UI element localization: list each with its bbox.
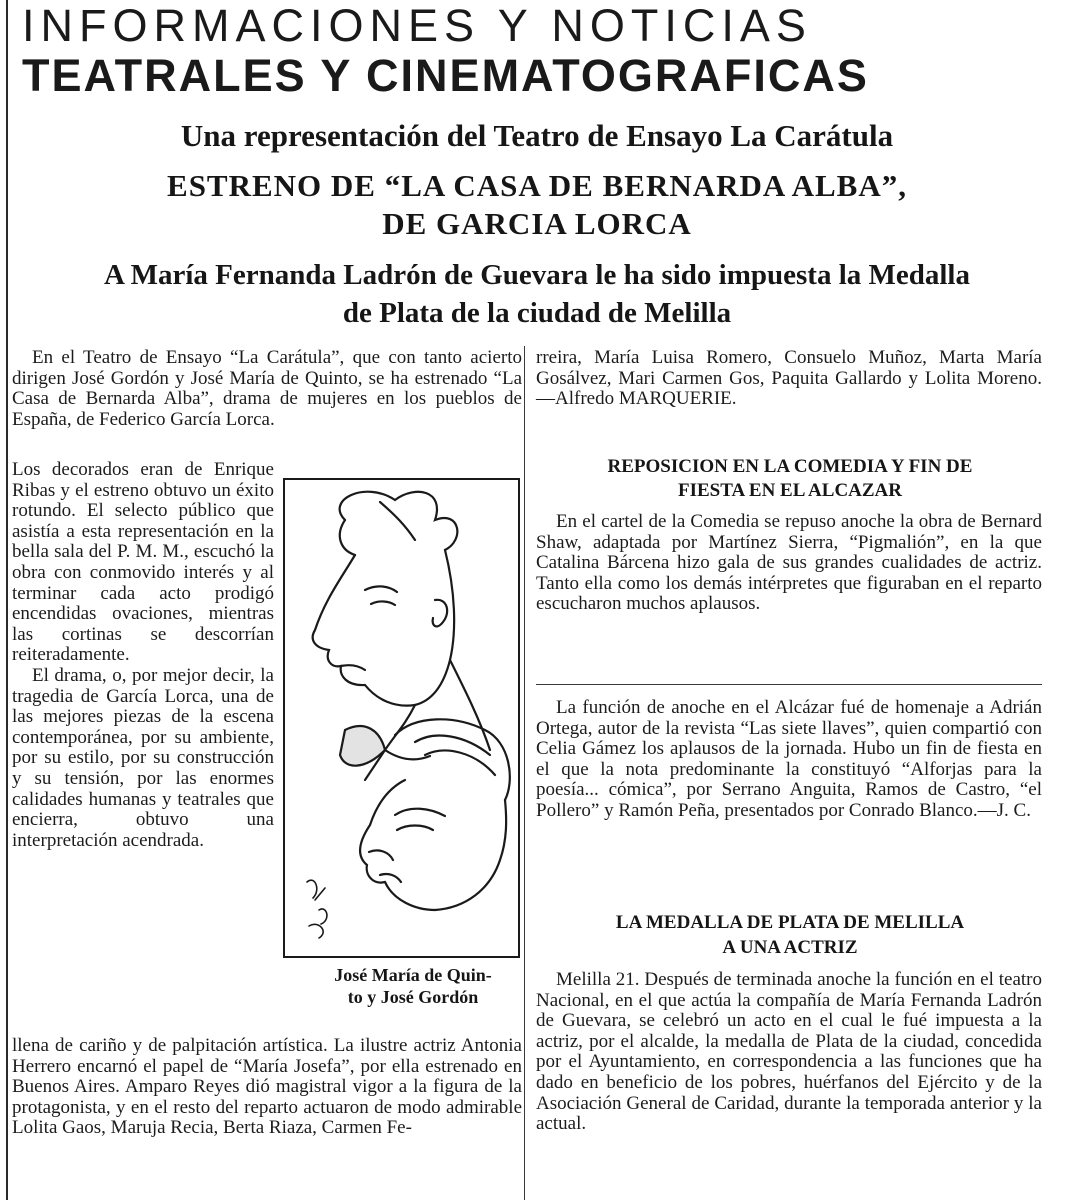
paragraph-comedia: En el cartel de la Comedia se repuso anoche la obra de Bernard Shaw, adaptada por Martínez Sierra, “Pigmalión”, en la que Catalina Bárcena hizo gala de sus grandes cualidades de actriz. Tanto ella como los demás intérpretes que figuraban en el reparto escucharon muchos aplausos.: [536, 511, 1042, 615]
section-header-line2: TEATRALES Y CINEMATOGRAFICAS: [22, 50, 869, 101]
section1-paragraph1: [536, 512, 1042, 615]
paragraph-decorados: Los decorados eran de Enrique Ribas y el estreno obtuvo un éxito rotundo. El selecto público que asistía a esta representación en la bella sala del P. M. M., escuchó la obra con conmovido interés y al terminar cada acto prodigó encendidas ovaciones, mientras las cortinas se descorrían reiteradamente.: [12, 459, 274, 666]
article-lead-paragraph: [12, 348, 522, 430]
kicker-headline: Una representación del Teatro de Ensayo La Carátula: [180, 118, 894, 153]
paragraph-reparto: llena de cariño y de palpitación artística. La ilustre actriz Antonia Herrero encarnó el papel de “María Josefa”, por ella estrenado en Buenos Aires. Amparo Reyes dió magistral vigor a la figura de la protagonista, y en el resto del reparto actuaron de modo admirable Lolita Gaos, Maruja Recia, Berta Riaza, Carmen Fe-: [12, 1035, 522, 1139]
lead-text: En el Teatro de Ensayo “La Carátula”, que con tanto acierto dirigen José Gordón y José María de Quinto, se ha estrenado “La Casa de Bernarda Alba”, drama de mujeres en los pueblos de España, de Federico García Lorca.: [12, 347, 522, 430]
caricature-caption: [304, 964, 522, 1008]
section-divider: [536, 684, 1042, 685]
section-header-line1: INFORMACIONES Y NOTICIAS: [22, 0, 812, 51]
article-ending: [536, 348, 1042, 410]
section2-title-line1: LA MEDALLA DE PLATA DE MELILLA: [615, 912, 965, 933]
paragraph-reparto-end: rreira, María Luisa Romero, Consuelo Muñoz, Marta María Gosálvez, Mari Carmen Gos, Paquita Gallardo y Lolita Moreno.—Alfredo MARQUERIE.: [536, 347, 1042, 410]
section1-title-line1: REPOSICION EN LA COMEDIA Y FIN DE: [607, 456, 973, 477]
caricature-illustration: [283, 478, 520, 958]
caption-line1: José María de Quin-: [334, 965, 492, 985]
subheadline-line2: de Plata de la ciudad de Melilla: [342, 297, 732, 329]
section1-title-line2: FIESTA EN EL ALCAZAR: [677, 480, 903, 501]
article-narrow-block: [12, 460, 274, 851]
section1-paragraph2: [536, 698, 1042, 822]
article-continuation: [12, 1036, 522, 1139]
paragraph-melilla: Melilla 21. Después de terminada anoche la función en el teatro Nacional, en el que actúa la compañía de María Fernanda Ladrón de Guevara, se celebró un acto en el cual le fué impuesta a la actriz, por el alcalde, la medalla de Plata de la ciudad, concedida por el Ayuntamiento, en correspondencia a las funciones que ha dado en beneficio de los pobres, huérfanos del Ejército y de la Asociación General de Caridad, durante la temporada anterior y la actual.: [536, 969, 1042, 1135]
section2-paragraph1: [536, 970, 1042, 1135]
caricature-drawing: [285, 480, 518, 956]
paragraph-alcazar: La función de anoche en el Alcázar fué de homenaje a Adrián Ortega, autor de la revista “Las siete llaves”, quien compartió con Celia Gámez los aplausos de la jornada. Hubo un fin de fiesta en el que la nota predominante la constituyó “Alforjas para la poesía... cómica”, por Serrano Anguita, Ramos de Castro, “el Pollero” y Ramón Peña, presentados por Conrado Blanco.—J. C.: [536, 697, 1042, 821]
main-headline-line1: ESTRENO DE “LA CASA DE BERNARDA ALBA”,: [167, 168, 907, 203]
main-headline-line2: DE GARCIA LORCA: [382, 206, 692, 241]
paragraph-drama: El drama, o, por mejor decir, la tragedia de García Lorca, una de las mejores piezas de la escena contemporánea, por su ambiente, por su estilo, por su construcción y su tensión, por las enormes calidades humanas y teatrales que encierra, obtuvo una interpretación acendrada.: [12, 664, 274, 851]
caption-line2: to y José Gordón: [347, 987, 479, 1007]
subheadline-line1: A María Fernanda Ladrón de Guevara le ha sido impuesta la Medalla: [104, 259, 970, 291]
column-divider: [524, 346, 525, 1200]
section2-title-line2: A UNA ACTRIZ: [722, 937, 858, 958]
